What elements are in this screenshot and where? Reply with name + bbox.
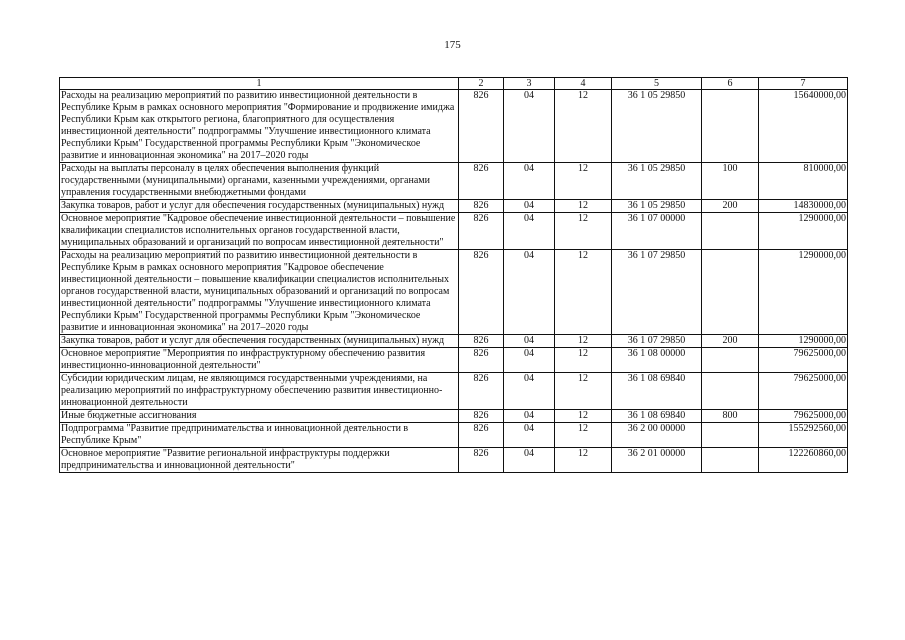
section-code: 04 (504, 250, 555, 335)
table-row (60, 335, 848, 348)
subsection-code: 12 (555, 373, 612, 410)
target-article-code: 36 1 07 29850 (612, 250, 702, 335)
amount: 79625000,00 (759, 348, 848, 373)
expense-type-code (702, 213, 759, 250)
table-row (60, 373, 848, 410)
subsection-code: 12 (555, 90, 612, 163)
ministry-code: 826 (459, 90, 504, 163)
subsection-code: 12 (555, 163, 612, 200)
column-header: 4 (555, 78, 612, 90)
expense-type-code (702, 373, 759, 410)
subsection-code: 12 (555, 448, 612, 473)
ministry-code: 826 (459, 410, 504, 423)
table-row (60, 348, 848, 373)
table-row (60, 213, 848, 250)
section-code: 04 (504, 163, 555, 200)
subsection-code: 12 (555, 213, 612, 250)
row-description: Основное мероприятие "Развитие региональной инфраструктуры поддержки предпринимательства и инновационной деятельности" (60, 448, 459, 473)
section-code: 04 (504, 348, 555, 373)
amount: 14830000,00 (759, 200, 848, 213)
subsection-code: 12 (555, 335, 612, 348)
amount: 155292560,00 (759, 423, 848, 448)
section-code: 04 (504, 423, 555, 448)
subsection-code: 12 (555, 250, 612, 335)
amount: 15640000,00 (759, 90, 848, 163)
target-article-code: 36 1 08 69840 (612, 373, 702, 410)
column-header: 1 (60, 78, 459, 90)
section-code: 04 (504, 335, 555, 348)
target-article-code: 36 1 05 29850 (612, 200, 702, 213)
target-article-code: 36 2 01 00000 (612, 448, 702, 473)
amount: 79625000,00 (759, 410, 848, 423)
ministry-code: 826 (459, 250, 504, 335)
column-header: 6 (702, 78, 759, 90)
page-number: 175 (444, 39, 461, 51)
ministry-code: 826 (459, 335, 504, 348)
section-code: 04 (504, 373, 555, 410)
ministry-code: 826 (459, 213, 504, 250)
subsection-code: 12 (555, 200, 612, 213)
table-header-row (60, 78, 848, 90)
column-header: 3 (504, 78, 555, 90)
table-row (60, 163, 848, 200)
ministry-code: 826 (459, 373, 504, 410)
expense-type-code (702, 250, 759, 335)
target-article-code: 36 2 00 00000 (612, 423, 702, 448)
subsection-code: 12 (555, 423, 612, 448)
ministry-code: 826 (459, 348, 504, 373)
expense-type-code: 200 (702, 335, 759, 348)
section-code: 04 (504, 90, 555, 163)
row-description: Подпрограмма "Развитие предпринимательства и инновационной деятельности в Республике Крым" (60, 423, 459, 448)
subsection-code: 12 (555, 348, 612, 373)
section-code: 04 (504, 213, 555, 250)
row-description: Расходы на реализацию мероприятий по развитию инвестиционной деятельности в Республике Крым в рамках основного мероприятия "Кадровое обеспечение инвестиционной деятельности – повышение квалификации специалистов исполнительных органов государственной власти, муниципальных образований и организаций по вопросам инвестиционной деятельности" подпрограммы "Улучшение инвестиционного климата Республики Крым" Государственной программы Республики Крым "Экономическое развитие и инновационная экономика" на 2017–2020 годы (60, 250, 459, 335)
section-code: 04 (504, 410, 555, 423)
target-article-code: 36 1 08 00000 (612, 348, 702, 373)
row-description: Основное мероприятие "Мероприятия по инфраструктурному обеспечению развития инвестиционно-инновационной деятельности" (60, 348, 459, 373)
amount: 122260860,00 (759, 448, 848, 473)
section-code: 04 (504, 200, 555, 213)
table-row (60, 90, 848, 163)
expense-type-code: 200 (702, 200, 759, 213)
budget-table (59, 77, 848, 473)
expense-type-code (702, 90, 759, 163)
table-row (60, 448, 848, 473)
ministry-code: 826 (459, 448, 504, 473)
target-article-code: 36 1 08 69840 (612, 410, 702, 423)
ministry-code: 826 (459, 200, 504, 213)
amount: 79625000,00 (759, 373, 848, 410)
column-header: 5 (612, 78, 702, 90)
amount: 1290000,00 (759, 250, 848, 335)
amount: 810000,00 (759, 163, 848, 200)
table-row (60, 200, 848, 213)
row-description: Закупка товаров, работ и услуг для обеспечения государственных (муниципальных) нужд (60, 200, 459, 213)
row-description: Основное мероприятие "Кадровое обеспечение инвестиционной деятельности – повышение квалификации специалистов исполнительных органов государственной власти, муниципальных образований и организаций по вопросам инвестиционной деятельности" (60, 213, 459, 250)
section-code: 04 (504, 448, 555, 473)
row-description: Расходы на выплаты персоналу в целях обеспечения выполнения функций государственными (муниципальными) органами, казенными учреждениями, органами управления государственными внебюджетными фондами (60, 163, 459, 200)
row-description: Иные бюджетные ассигнования (60, 410, 459, 423)
target-article-code: 36 1 07 00000 (612, 213, 702, 250)
table-row (60, 250, 848, 335)
table-row (60, 423, 848, 448)
expense-type-code: 100 (702, 163, 759, 200)
ministry-code: 826 (459, 423, 504, 448)
row-description: Закупка товаров, работ и услуг для обеспечения государственных (муниципальных) нужд (60, 335, 459, 348)
row-description: Субсидии юридическим лицам, не являющимся государственными учреждениями, на реализацию мероприятий по инфраструктурному обеспечению развития инвестиционно-инновационной деятельности (60, 373, 459, 410)
column-header: 7 (759, 78, 848, 90)
expense-type-code (702, 348, 759, 373)
row-description: Расходы на реализацию мероприятий по развитию инвестиционной деятельности в Республике Крым в рамках основного мероприятия "Формирование и продвижение имиджа Республики Крым как открытого региона, благоприятного для осуществления инвестиционной деятельности" подпрограммы "Улучшение инвестиционного климата Республики Крым" Государственной программы Республики Крым "Экономическое развитие и инновационная экономика" на 2017–2020 годы (60, 90, 459, 163)
expense-type-code (702, 448, 759, 473)
amount: 1290000,00 (759, 213, 848, 250)
ministry-code: 826 (459, 163, 504, 200)
table-row (60, 410, 848, 423)
target-article-code: 36 1 07 29850 (612, 335, 702, 348)
column-header: 2 (459, 78, 504, 90)
expense-type-code: 800 (702, 410, 759, 423)
target-article-code: 36 1 05 29850 (612, 163, 702, 200)
subsection-code: 12 (555, 410, 612, 423)
amount: 1290000,00 (759, 335, 848, 348)
target-article-code: 36 1 05 29850 (612, 90, 702, 163)
expense-type-code (702, 423, 759, 448)
